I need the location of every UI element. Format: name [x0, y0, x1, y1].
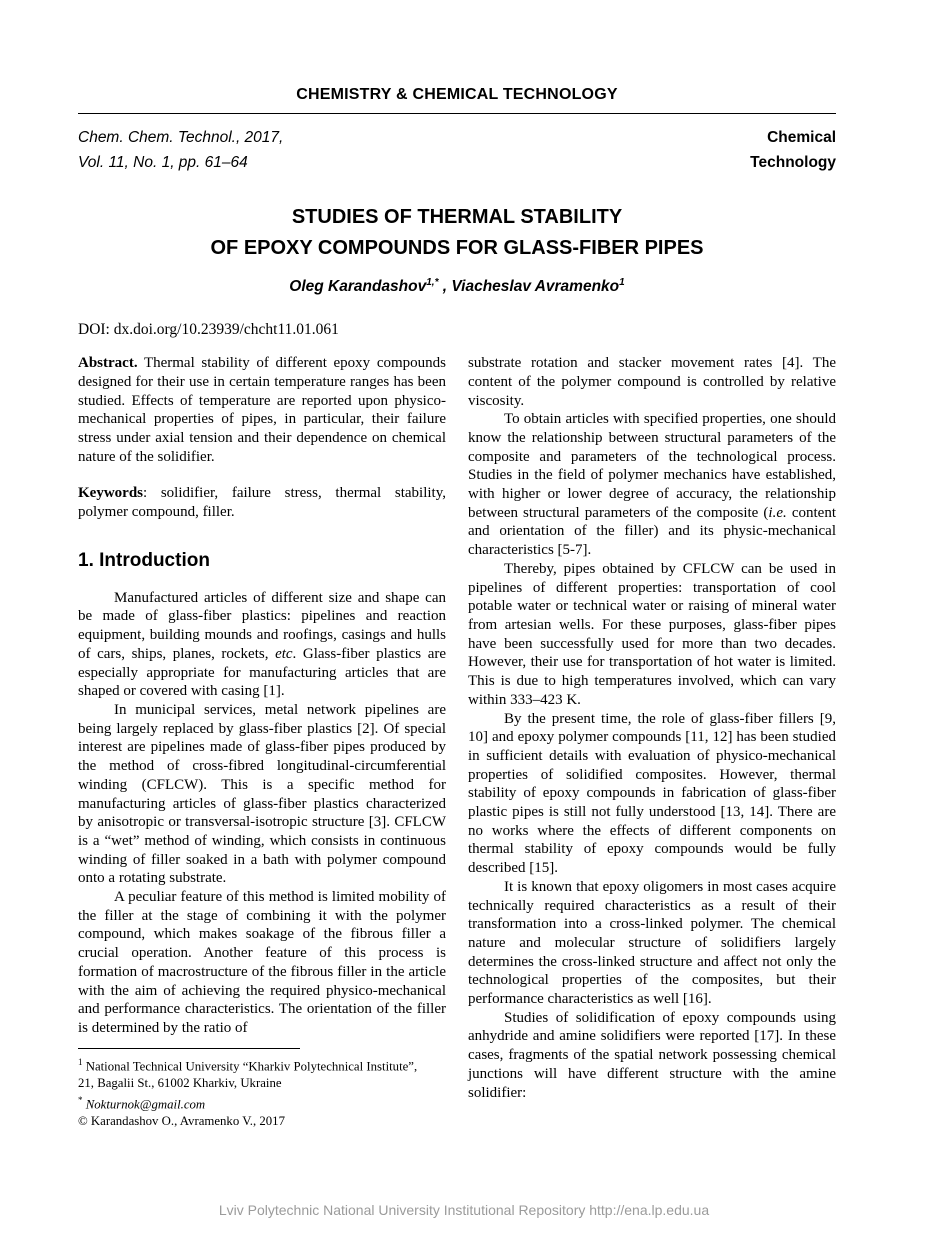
- author-2-superscript: 1: [619, 277, 625, 288]
- authors-separator: ,: [438, 278, 452, 296]
- brand-line-1: Chemical: [767, 129, 836, 146]
- paragraph: substrate rotation and stacker movement rates [4]. The content of the polymer compound is controlled by relative viscosity.: [468, 355, 836, 409]
- right-column: [468, 354, 836, 1129]
- citation-line-2: Vol. 11, No. 1, pp. 61–64: [78, 154, 248, 171]
- footnote-copyright: © Karandashov O., Avramenko V., 2017: [78, 1113, 285, 1128]
- doi-line: DOI: dx.doi.org/10.23939/chcht11.01.061: [78, 321, 339, 339]
- abstract-label: Abstract.: [78, 355, 138, 372]
- journal-header: CHEMISTRY & CHEMICAL TECHNOLOGY: [296, 86, 618, 103]
- footnote-marker-1: 1: [78, 1056, 83, 1067]
- footnote-email-line: [78, 1092, 446, 1113]
- brand-line-2: Technology: [750, 154, 836, 171]
- citation-line-1: Chem. Chem. Technol., 2017,: [78, 129, 284, 146]
- paragraph: Studies of solidification of epoxy compounds using anhydride and amine solidifiers were reported [17]. In these cases, fragments of the spatial network possessing chemical junctions will have different structure with the amine solidifier:: [468, 1009, 836, 1101]
- paper-title-line-1: STUDIES OF THERMAL STABILITY: [291, 206, 623, 228]
- paragraph: To obtain articles with specified properties, one should know the relationship between structural parameters of the composite and parameters of the technological process. Studies in the field of polymer mechanics have established, with higher or lower degree of accuracy, the relationship between structural parameters of the composite (i.e. content and orientation of the filler) and its physic-mechanical characteristics [5-7].: [468, 411, 836, 559]
- right-column-blocks: [468, 354, 836, 1102]
- keywords-label: Keywords: [78, 485, 143, 502]
- footnote-affiliation-line-1: $^1$ National Technical University “Kharkiv Polytechnical Institute”,: [78, 1056, 418, 1073]
- paper-title-line-2: OF EPOXY COMPOUNDS FOR GLASS-FIBER PIPES: [210, 237, 704, 259]
- authors-line: [78, 277, 836, 296]
- author-1: Oleg Karandashov: [289, 278, 427, 296]
- two-column-body: [78, 354, 836, 1129]
- introduction-heading: 1. Introduction: [78, 549, 210, 571]
- journal-brand: [750, 125, 836, 175]
- paragraph: A peculiar feature of this method is limited mobility of the filler at the stage of combining it with the polymer compound, which makes soakage of the fibrous filler a crucial operation. Another feature of this process is formation of macrostructure of the fibrous filler in the article with the aim of achieving the required physico-mechanical and performance characteristics. The orientation of the filler is determined by the ratio of: [78, 889, 446, 1036]
- header-row: [78, 125, 836, 175]
- repository-footer: Lviv Polytechnic National University Institutional Repository http://ena.lp.edu.ua: [218, 1202, 710, 1218]
- left-column-blocks: [78, 354, 446, 1038]
- author-2: Viacheslav Avramenko: [451, 278, 620, 296]
- paragraph: Thereby, pipes obtained by CFLCW can be used in pipelines of different properties: transportation of cool potable water or technical water or raising of mineral water from artesian wells. For these purposes, glass-fiber pipes have been successfully used for more than two decades. However, their use for transportation of hot water is limited. This is due to high temperatures involved, which can vary within 333–423 K.: [468, 560, 836, 708]
- footnote-affiliation-line-2: 21, Bagalii St., 61002 Kharkiv, Ukraine: [78, 1075, 282, 1090]
- footnote-email: Nokturnok@gmail.com: [82, 1096, 206, 1111]
- footnote-marker-2: *: [78, 1094, 83, 1105]
- paragraph: By the present time, the role of glass-fiber fillers [9, 10] and epoxy polymer compounds [11, 12] has been studied in sufficient details with evaluation of physico-mechanical properties of solidified composites. However, thermal stability of epoxy compounds in fabrication of glass-fiber plastic pipes is still not fully understood [13, 14]. There are no works where the effects of different components on thermal stability of epoxy compounds would be fully described [15].: [468, 710, 836, 877]
- header-rule: [78, 113, 836, 114]
- footnote-rule: [78, 1048, 300, 1049]
- paper-title: [78, 202, 836, 264]
- footnote: [78, 1048, 446, 1130]
- paragraph: In municipal services, metal network pipelines are being largely replaced by glass-fiber plastics [2]. Of special interest are pipelines made of glass-fiber pipes produced by the method of cross-fibred longitudinal-circumferential winding (CFLCW). This is a specific method for manufacturing articles of glass-fiber plastics characterized by anisotropic or transversal-isotropic structure [3]. CFLCW is a “wet” method of winding, which consists in continuous winding of filler soaked in a bath with polymer compound onto a rotating substrate.: [78, 702, 446, 887]
- paragraph: Manufactured articles of different size and shape can be made of glass-fiber plastics: pipelines and reaction equipment, building mounds and roofings, casings and hulls of cars, ships, planes, rockets, etc. Glass-fiber plastics are especially appropriate for manufacturing articles that are shaped or covered with casing [1].: [78, 589, 447, 700]
- left-column: [78, 354, 446, 1129]
- page-content: [78, 0, 836, 1129]
- title-block: [78, 202, 836, 339]
- paragraph: It is known that epoxy oligomers in most cases acquire technically required characteristics as a result of their transformation into a cross-linked polymer. The chemical nature and molecular structure of solidifiers largely determines the cross-linked structure and affect not only the technological properties of the composites, but their performance characteristics as well [16].: [468, 878, 836, 1008]
- author-1-superscript: 1,*: [426, 277, 439, 288]
- abstract: Abstract. Thermal stability of different epoxy compounds designed for their use in certain temperature ranges has been studied. Effects of temperature are reported upon physico-mechanical properties of pipes, in particular, their failure stress under axial tension and their dependence on chemical nature of the solidifier.: [78, 355, 446, 465]
- citation-block: [78, 125, 283, 175]
- keywords: Keywords: solidifier, failure stress, thermal stability, polymer compound, filler.: [78, 485, 446, 521]
